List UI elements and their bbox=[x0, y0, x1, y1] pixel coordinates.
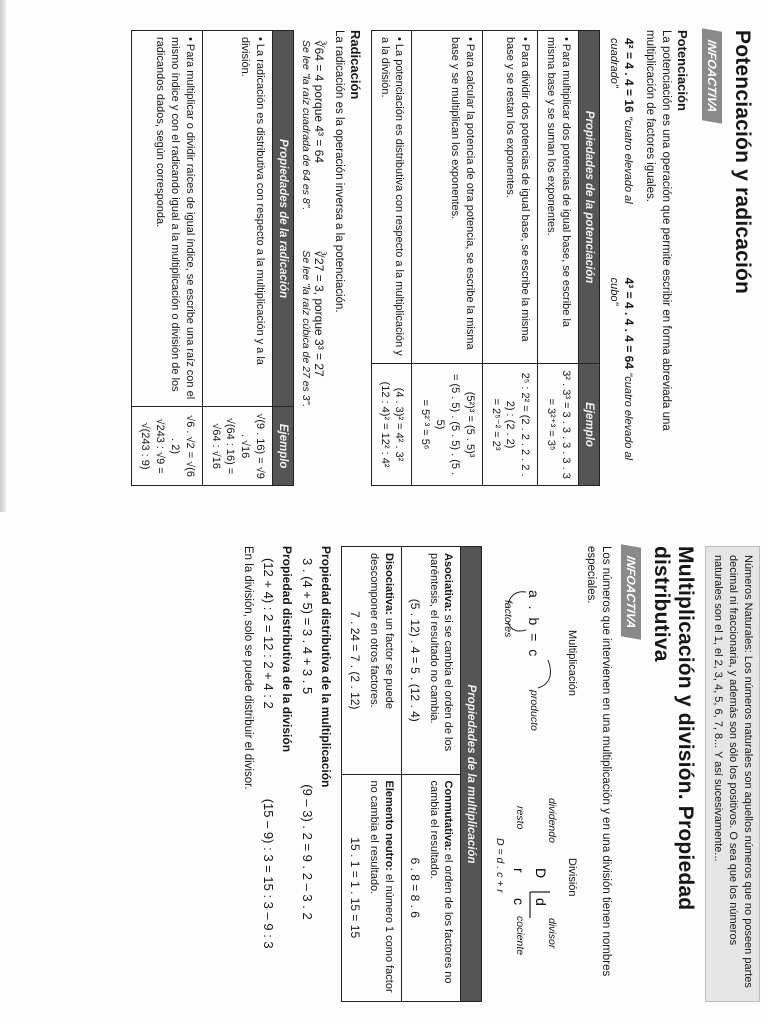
rad-prop-1: • La radicación es distributiva con respecto a la multiplicación y a la división. bbox=[202, 31, 272, 407]
rad-example-2: ∛27 = 3, porque 3³ = 27 Se lee "la raíz cúbica de 27 es 3". bbox=[300, 250, 327, 408]
rad-table-header-left: Propiedades de la radicación bbox=[273, 31, 294, 407]
radicacion-table bbox=[131, 30, 294, 486]
radicacion-definition: La radicación es la operación inversa a la potenciación. bbox=[332, 30, 345, 313]
infoactiva-badge: INFOACTIVA bbox=[702, 28, 722, 124]
dist-div-heading: Propiedad distributiva de la división bbox=[279, 546, 294, 753]
pot-ex-2: 2⁵ : 2² = (2 . 2 . 2 . 2 . 2) : (2 . 2) = 2⁵⁻² = 2³ bbox=[482, 364, 538, 486]
multiplication-diagram bbox=[488, 570, 578, 750]
divisor-label: divisor bbox=[546, 918, 559, 949]
rad-ex-1: √(9 . 16) = √9 . √16 √(64 : 16) = √64 : √16 bbox=[202, 407, 272, 486]
mult-formula: a . b = c bbox=[526, 590, 543, 659]
pot-prop-1: • Para multiplicar dos potencias de igual base, se escribe la misma base y se suman los exponentes. bbox=[538, 31, 579, 364]
prop-conmutativa: Conmutativa: el orden de los factores no cambia el resultado. 6 . 8 = 8 . 6 bbox=[401, 774, 461, 1002]
div-diagram-heading: División bbox=[566, 858, 579, 897]
multiplication-properties-table bbox=[341, 546, 483, 1002]
rad-example-1: ∛64 = 4 porque 4³ = 64 Se lee "la raíz cuadrada de 64 es 8". bbox=[300, 40, 327, 211]
dist-mult-heading: Propiedad distributiva de la multiplicación bbox=[318, 546, 333, 788]
cociente-label: cociente bbox=[514, 916, 527, 956]
potenciacion-examples bbox=[608, 38, 636, 486]
prop-disociativa: Disociativa: un factor se puede descomponer en otros factores. 7 . 24 = 7 . (2 . 12) bbox=[341, 547, 401, 775]
table-row bbox=[132, 31, 202, 486]
bottom-half bbox=[0, 512, 768, 1024]
operation-diagrams bbox=[488, 546, 578, 1002]
svg-text:D: D bbox=[533, 868, 550, 879]
pot-example-2: 4³ = 4 . 4 . 4 = 64 "cuatro elevado al cubo" bbox=[607, 277, 636, 461]
radicacion-heading: Radicación bbox=[347, 30, 363, 100]
table-row bbox=[202, 31, 272, 486]
prop-asociativa: Asociativa: si se cambia el orden de los paréntesis, el resultado no cambia. (5 . 12) . 4 = 5 . (12 . 4) bbox=[401, 547, 461, 775]
potenciacion-definition: La potenciación es una operación que permite escribir en forma abreviada una multiplicación de factores iguales. bbox=[644, 30, 672, 431]
svg-text:c: c bbox=[511, 898, 528, 905]
dist-div-ex-2: (15 – 9) : 3 = 15 : 3 – 9 : 3 bbox=[260, 798, 276, 949]
table-row bbox=[482, 31, 538, 486]
mult-table-header: Propiedades de la multiplicación bbox=[461, 547, 482, 1002]
rad-ex-2: √6 . √2 = √(6 . 2) √243 : √9 = √(243 : 9) bbox=[132, 407, 202, 486]
table-row bbox=[371, 31, 412, 486]
svg-text:r: r bbox=[511, 868, 528, 873]
dist-mult-ex-1: 3 . (4 + 5) = 3 . 4 + 3 . 5 bbox=[299, 558, 315, 695]
naturales-definition-box: Números Naturales: Los números naturales son aquellos números que no poseen partes decimal ni fraccionaria, y además son sólo los positivos. O sea que los números naturales son el 1, el 2, 3, 4, 5, 6, 7, 8... Y así sucesivamente... bbox=[705, 546, 760, 1002]
pot-ex-3: (5²)³ = (5 . 5)³ = (5 . 5) . (5 . 5) . (5 . 5) = 5²˙³ = 5⁶ bbox=[412, 364, 482, 486]
pot-table-header-left: Propiedades de la potenciación bbox=[578, 31, 599, 364]
infoactiva-badge: INFOACTIVA bbox=[621, 544, 641, 640]
multdiv-intro: Los números que intervienen en una multiplicación y en una división tienen nombres especiales. bbox=[584, 546, 613, 977]
div-formula: D = d . c + r bbox=[494, 838, 507, 893]
potenciacion-heading: Potenciación bbox=[675, 30, 690, 111]
bottom-rotated-content bbox=[0, 512, 768, 1024]
potenciacion-table bbox=[371, 30, 600, 486]
dist-div-examples bbox=[261, 558, 276, 1002]
resto-label: resto bbox=[514, 806, 527, 830]
division-bracket-icon bbox=[488, 798, 578, 978]
mult-diagram-heading: Multiplicación bbox=[566, 630, 579, 697]
pot-prop-3: • Para calcular la potencia de otra potencia, se escribe la misma base y se multiplican los exponentes. bbox=[412, 31, 482, 364]
prop-elemento-neutro: Elemento neutro: el número 1 como factor no cambia el resultado. 15 . 1 = 1 . 15 = 15 bbox=[341, 774, 401, 1002]
table-row bbox=[538, 31, 579, 486]
mult-arrows-icon bbox=[488, 570, 578, 750]
producto-label: producto bbox=[528, 690, 541, 731]
dist-mult-examples bbox=[300, 558, 315, 1002]
pot-prop-4: • La potenciación es distributiva con respecto a la multiplicación y a la división. bbox=[371, 31, 412, 364]
page-title-multiplicacion: Multiplicación y división. Propiedad distributiva bbox=[650, 546, 698, 911]
table-row bbox=[401, 547, 461, 1002]
dist-mult-ex-2: (9 – 3) . 2 = 9 . 2 – 3 . 2 bbox=[299, 784, 315, 920]
division-closing-note: En la división, solo se puede distribuir el divisor. bbox=[241, 546, 254, 790]
dist-div-ex-1: (12 + 4) : 2 = 12 : 2 + 4 : 2 bbox=[260, 558, 276, 709]
table-row bbox=[412, 31, 482, 486]
rad-table-header-right: Ejemplo bbox=[273, 407, 294, 486]
page-title-potenciacion: Potenciación y radicación bbox=[731, 30, 754, 295]
pot-ex-1: 3² . 3³ = 3 . 3 . 3 . 3 . 3 = 3²⁺³ = 3⁵ bbox=[538, 364, 579, 486]
factores-label: factores bbox=[502, 600, 515, 638]
svg-text:d: d bbox=[533, 898, 550, 906]
division-diagram bbox=[488, 798, 578, 978]
rad-prop-2: • Para multiplicar o dividir raíces de igual índice, se escribe una raíz con el mismo índice y con el radicando igual a la multiplicación o división de los radicandos dados, según corresponda. bbox=[132, 31, 202, 407]
dividendo-label: dividendo bbox=[546, 798, 559, 843]
pot-ex-4: (4 . 3)² = 4² . 3² (12 : 4)² = 12² : 4² bbox=[371, 364, 412, 486]
radicacion-examples bbox=[300, 40, 326, 486]
pot-example-1: 4² = 4 . 4 = 16 "cuatro elevado al cuadrado" bbox=[607, 38, 636, 204]
pot-table-header-right: Ejemplo bbox=[578, 364, 599, 486]
pot-prop-2: • Para dividir dos potencias de igual base, se escribe la misma base y se restan los exponentes. bbox=[482, 31, 538, 364]
table-row bbox=[341, 547, 401, 1002]
